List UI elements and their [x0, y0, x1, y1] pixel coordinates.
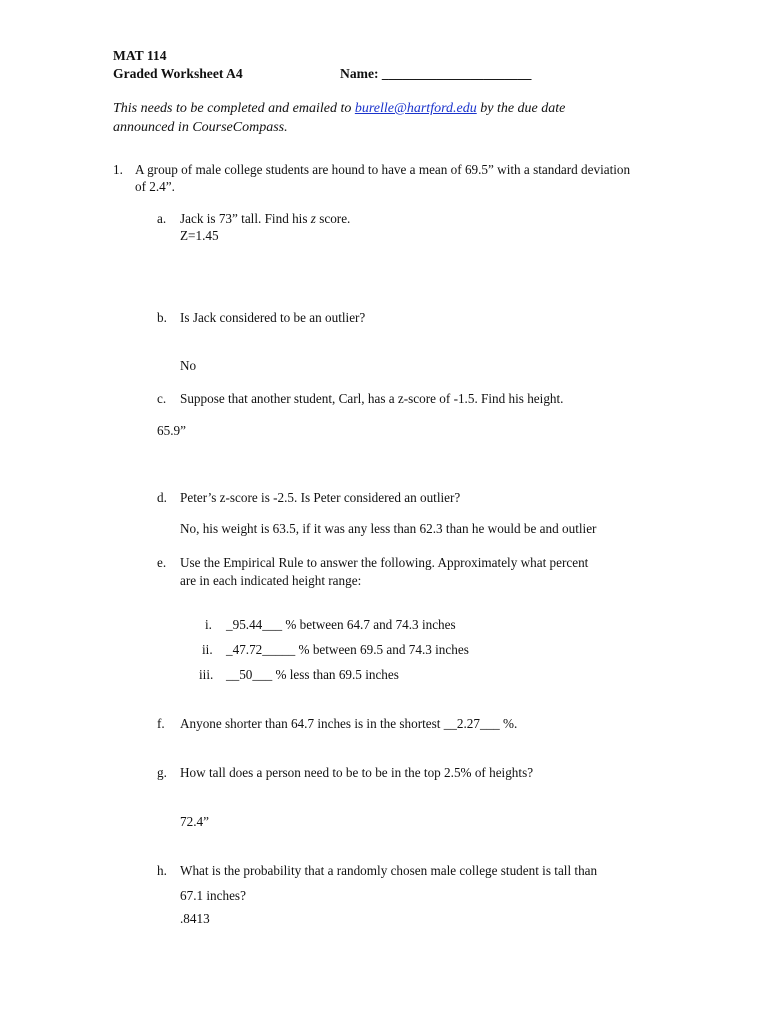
instructions-line1: [113, 101, 565, 117]
part-g-letter: g.: [157, 765, 167, 780]
worksheet-title: Graded Worksheet A4: [113, 66, 243, 81]
question-text-line1: A group of male college students are hound to have a mean of 69.5” with a standard deviation: [135, 162, 631, 177]
part-f-question: Anyone shorter than 64.7 inches is in the shortest __2.27___ %.: [180, 716, 518, 731]
part-e-sub-iii-num: iii.: [199, 667, 214, 682]
part-c-answer: 65.9”: [157, 423, 186, 438]
part-h-question-line2: 67.1 inches?: [180, 888, 246, 903]
question-text-line2: of 2.4”.: [135, 179, 175, 194]
part-c-question: Suppose that another student, Carl, has a z-score of -1.5. Find his height.: [180, 391, 564, 406]
part-b-question: Is Jack considered to be an outlier?: [180, 310, 366, 325]
part-a-answer: Z=1.45: [180, 228, 219, 243]
part-d-letter: d.: [157, 490, 167, 505]
part-e-question-line2: are in each indicated height range:: [180, 573, 362, 588]
instructions-post: by the due date: [476, 101, 566, 116]
course-title: MAT 114: [113, 48, 167, 63]
part-e-sub-i-num: i.: [205, 617, 212, 632]
part-e-sub-i-text: _95.44___ % between 64.7 and 74.3 inches: [226, 617, 456, 632]
part-a-question: [180, 211, 350, 227]
part-f-letter: f.: [157, 716, 165, 731]
part-b-letter: b.: [157, 310, 167, 325]
question-number: 1.: [113, 162, 123, 177]
part-h-answer: .8413: [180, 911, 210, 926]
part-h-question-line1: What is the probability that a randomly chosen male college student is tall than: [180, 863, 598, 878]
part-a-q-var: z: [310, 211, 316, 226]
instructions-line2: announced in CourseCompass.: [113, 120, 288, 135]
name-field-label: Name: ______________________: [340, 66, 532, 81]
part-a-q-pre: Jack is 73” tall. Find his: [180, 211, 311, 226]
part-d-answer: No, his weight is 63.5, if it was any less than 62.3 than he would be and outlier: [180, 521, 597, 536]
part-g-answer: 72.4”: [180, 814, 209, 829]
instructions-pre: This needs to be completed and emailed to: [113, 101, 355, 116]
part-e-sub-ii-num: ii.: [202, 642, 213, 657]
part-c-letter: c.: [157, 391, 167, 406]
part-h-letter: h.: [157, 863, 167, 878]
part-e-sub-ii-text: _47.72_____ % between 69.5 and 74.3 inches: [226, 642, 469, 657]
part-a-q-post: score.: [315, 211, 351, 226]
part-e-question-line1: Use the Empirical Rule to answer the following. Approximately what percent: [180, 555, 589, 570]
part-b-answer: No: [180, 358, 197, 373]
part-a-letter: a.: [157, 211, 167, 226]
part-e-sub-iii-text: __50___ % less than 69.5 inches: [226, 667, 399, 682]
instructor-email-link[interactable]: burelle@hartford.edu: [354, 101, 477, 116]
part-e-letter: e.: [157, 555, 167, 570]
part-d-question: Peter’s z-score is -2.5. Is Peter considered an outlier?: [180, 490, 461, 505]
part-g-question: How tall does a person need to be to be in the top 2.5% of heights?: [180, 765, 534, 780]
